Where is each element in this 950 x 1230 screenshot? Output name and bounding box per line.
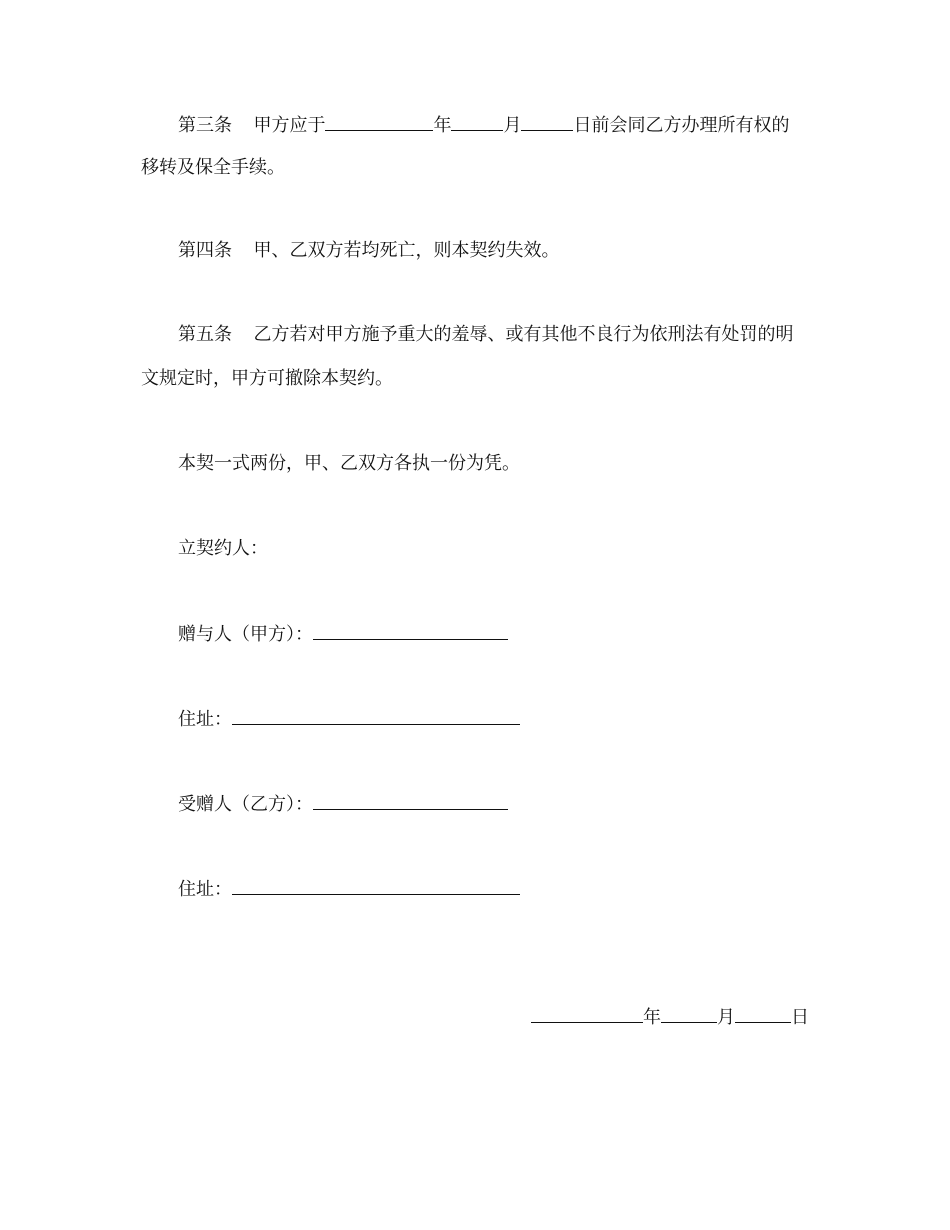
donor-address-field[interactable] [232, 706, 520, 725]
day-blank [521, 112, 573, 131]
article-4-label: 第四条 [178, 240, 232, 261]
month-label: 月 [503, 115, 522, 136]
donee-address-label: 住址： [178, 879, 232, 900]
donor-address-row [178, 706, 520, 733]
date-year-label: 年 [643, 1007, 661, 1028]
article-5-line-1 [178, 322, 793, 348]
donee-address-row [178, 876, 520, 903]
month-blank [451, 112, 503, 131]
date-year-blank[interactable] [531, 1004, 643, 1023]
article-4 [178, 238, 559, 264]
year-blank [325, 112, 433, 131]
donor-address-label: 住址： [178, 709, 232, 730]
year-label: 年 [433, 115, 452, 136]
article-3-prefix: 甲方应于 [253, 115, 326, 136]
article-5-label: 第五条 [178, 324, 232, 345]
signing-date [531, 1004, 809, 1031]
date-day-blank[interactable] [735, 1004, 791, 1023]
article-3-label: 第三条 [178, 115, 232, 136]
article-3-line-2: 移转及保全手续。 [141, 157, 285, 178]
date-month-label: 月 [717, 1007, 735, 1028]
donee-row [178, 791, 508, 818]
donee-signature-field[interactable] [313, 791, 508, 810]
donee-label: 受赠人（乙方）： [178, 794, 313, 815]
donor-row [178, 621, 508, 648]
article-5-line-2: 文规定时，甲方可撤除本契约。 [141, 368, 393, 389]
article-3-line-1 [178, 112, 789, 139]
donor-label: 赠与人（甲方）： [178, 624, 313, 645]
donor-signature-field[interactable] [313, 621, 508, 640]
article-5-text: 乙方若对甲方施予重大的羞辱、或有其他不良行为依刑法有处罚的明 [253, 324, 794, 345]
article-3-suffix: 日前会同乙方办理所有权的 [573, 115, 790, 136]
date-day-label: 日 [791, 1007, 809, 1028]
copies-clause: 本契一式两份，甲、乙双方各执一份为凭。 [178, 453, 520, 474]
signatories-heading: 立契约人： [178, 538, 268, 559]
donee-address-field[interactable] [232, 876, 520, 895]
article-4-text: 甲、乙双方若均死亡，则本契约失效。 [253, 240, 560, 261]
date-month-blank[interactable] [661, 1004, 717, 1023]
